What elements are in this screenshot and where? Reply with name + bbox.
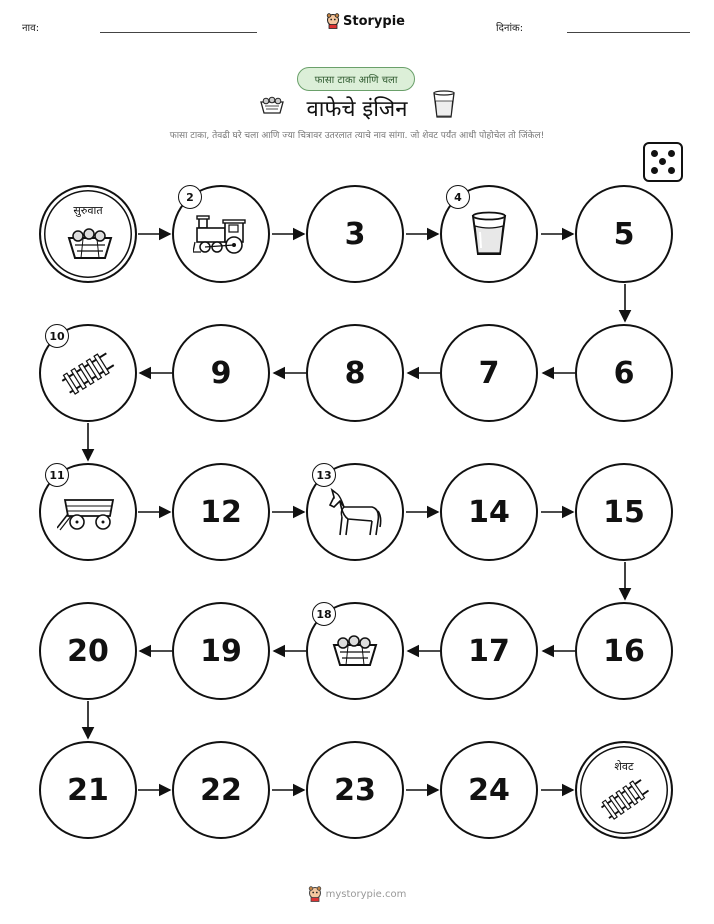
cell-18[interactable] [306,602,404,700]
cell-3[interactable] [306,185,404,283]
start-label: सुरुवात [73,204,103,217]
coal-tub-icon [65,225,115,267]
game-type-badge: फासा टाका आणि चला [297,67,415,91]
cell-number: 24 [468,772,510,808]
cell-number: 3 [344,216,366,252]
cell-21[interactable] [39,741,137,839]
cell-number: 16 [603,633,645,669]
cell-number: 7 [478,355,500,391]
finish-cell[interactable] [575,741,673,839]
cell-15[interactable] [575,463,673,561]
cell-number: 6 [613,355,635,391]
cup-icon [469,210,509,258]
date-label: दिनांक: [496,23,524,34]
cell-number: 9 [210,355,232,391]
rail-track-icon [60,351,116,395]
storypie-mascot-icon [308,886,322,902]
name-label: नाव: [22,23,40,34]
horse-icon [328,487,382,537]
cell-16[interactable] [575,602,673,700]
cell-6[interactable] [575,324,673,422]
cell-22[interactable] [172,741,270,839]
cell-20[interactable] [39,602,137,700]
cell-10[interactable] [39,324,137,422]
cell-11[interactable] [39,463,137,561]
cell-7[interactable] [440,324,538,422]
finish-label: शेवट [614,760,634,773]
cell-13[interactable] [306,463,404,561]
coal-tub-icon [330,632,380,670]
cell-8[interactable] [306,324,404,422]
cell-14[interactable] [440,463,538,561]
title-text: वाफेचे इंजिन [306,97,408,122]
cell-number: 5 [613,216,635,252]
cell-23[interactable] [306,741,404,839]
cell-number: 14 [468,494,510,530]
cell-number: 18 [312,602,336,626]
footer [0,886,714,902]
cell-4[interactable] [440,185,538,283]
cell-number: 22 [200,772,242,808]
cart-icon [57,492,119,532]
cell-12[interactable] [172,463,270,561]
start-cell[interactable] [39,185,137,283]
cell-24[interactable] [440,741,538,839]
cell-number: 12 [200,494,242,530]
cell-17[interactable] [440,602,538,700]
cell-9[interactable] [172,324,270,422]
cell-number: 21 [67,772,109,808]
cell-number: 17 [468,633,510,669]
cell-number: 19 [200,633,242,669]
cell-number: 11 [45,463,69,487]
cell-19[interactable] [172,602,270,700]
cell-number: 23 [334,772,376,808]
cell-number: 10 [45,324,69,348]
cell-5[interactable] [575,185,673,283]
instructions: फासा टाका, तेवढी घरे चला आणि ज्या चित्रावर उतरलात त्याचे नाव सांगा. जो शेवट पर्यंत आधी पोहोचेल तो जिंकेल! [169,131,545,141]
brand-name: Storypie [343,13,405,29]
footer-site[interactable]: mystorypie.com [325,888,407,900]
cell-number: 4 [446,185,470,209]
cell-number: 8 [344,355,366,391]
cell-number: 15 [603,494,645,530]
cell-number: 2 [178,185,202,209]
rail-track-icon [599,777,651,825]
cell-number: 20 [67,633,109,669]
cell-number: 13 [312,463,336,487]
steam-engine-icon [193,212,249,256]
cell-2[interactable] [172,185,270,283]
